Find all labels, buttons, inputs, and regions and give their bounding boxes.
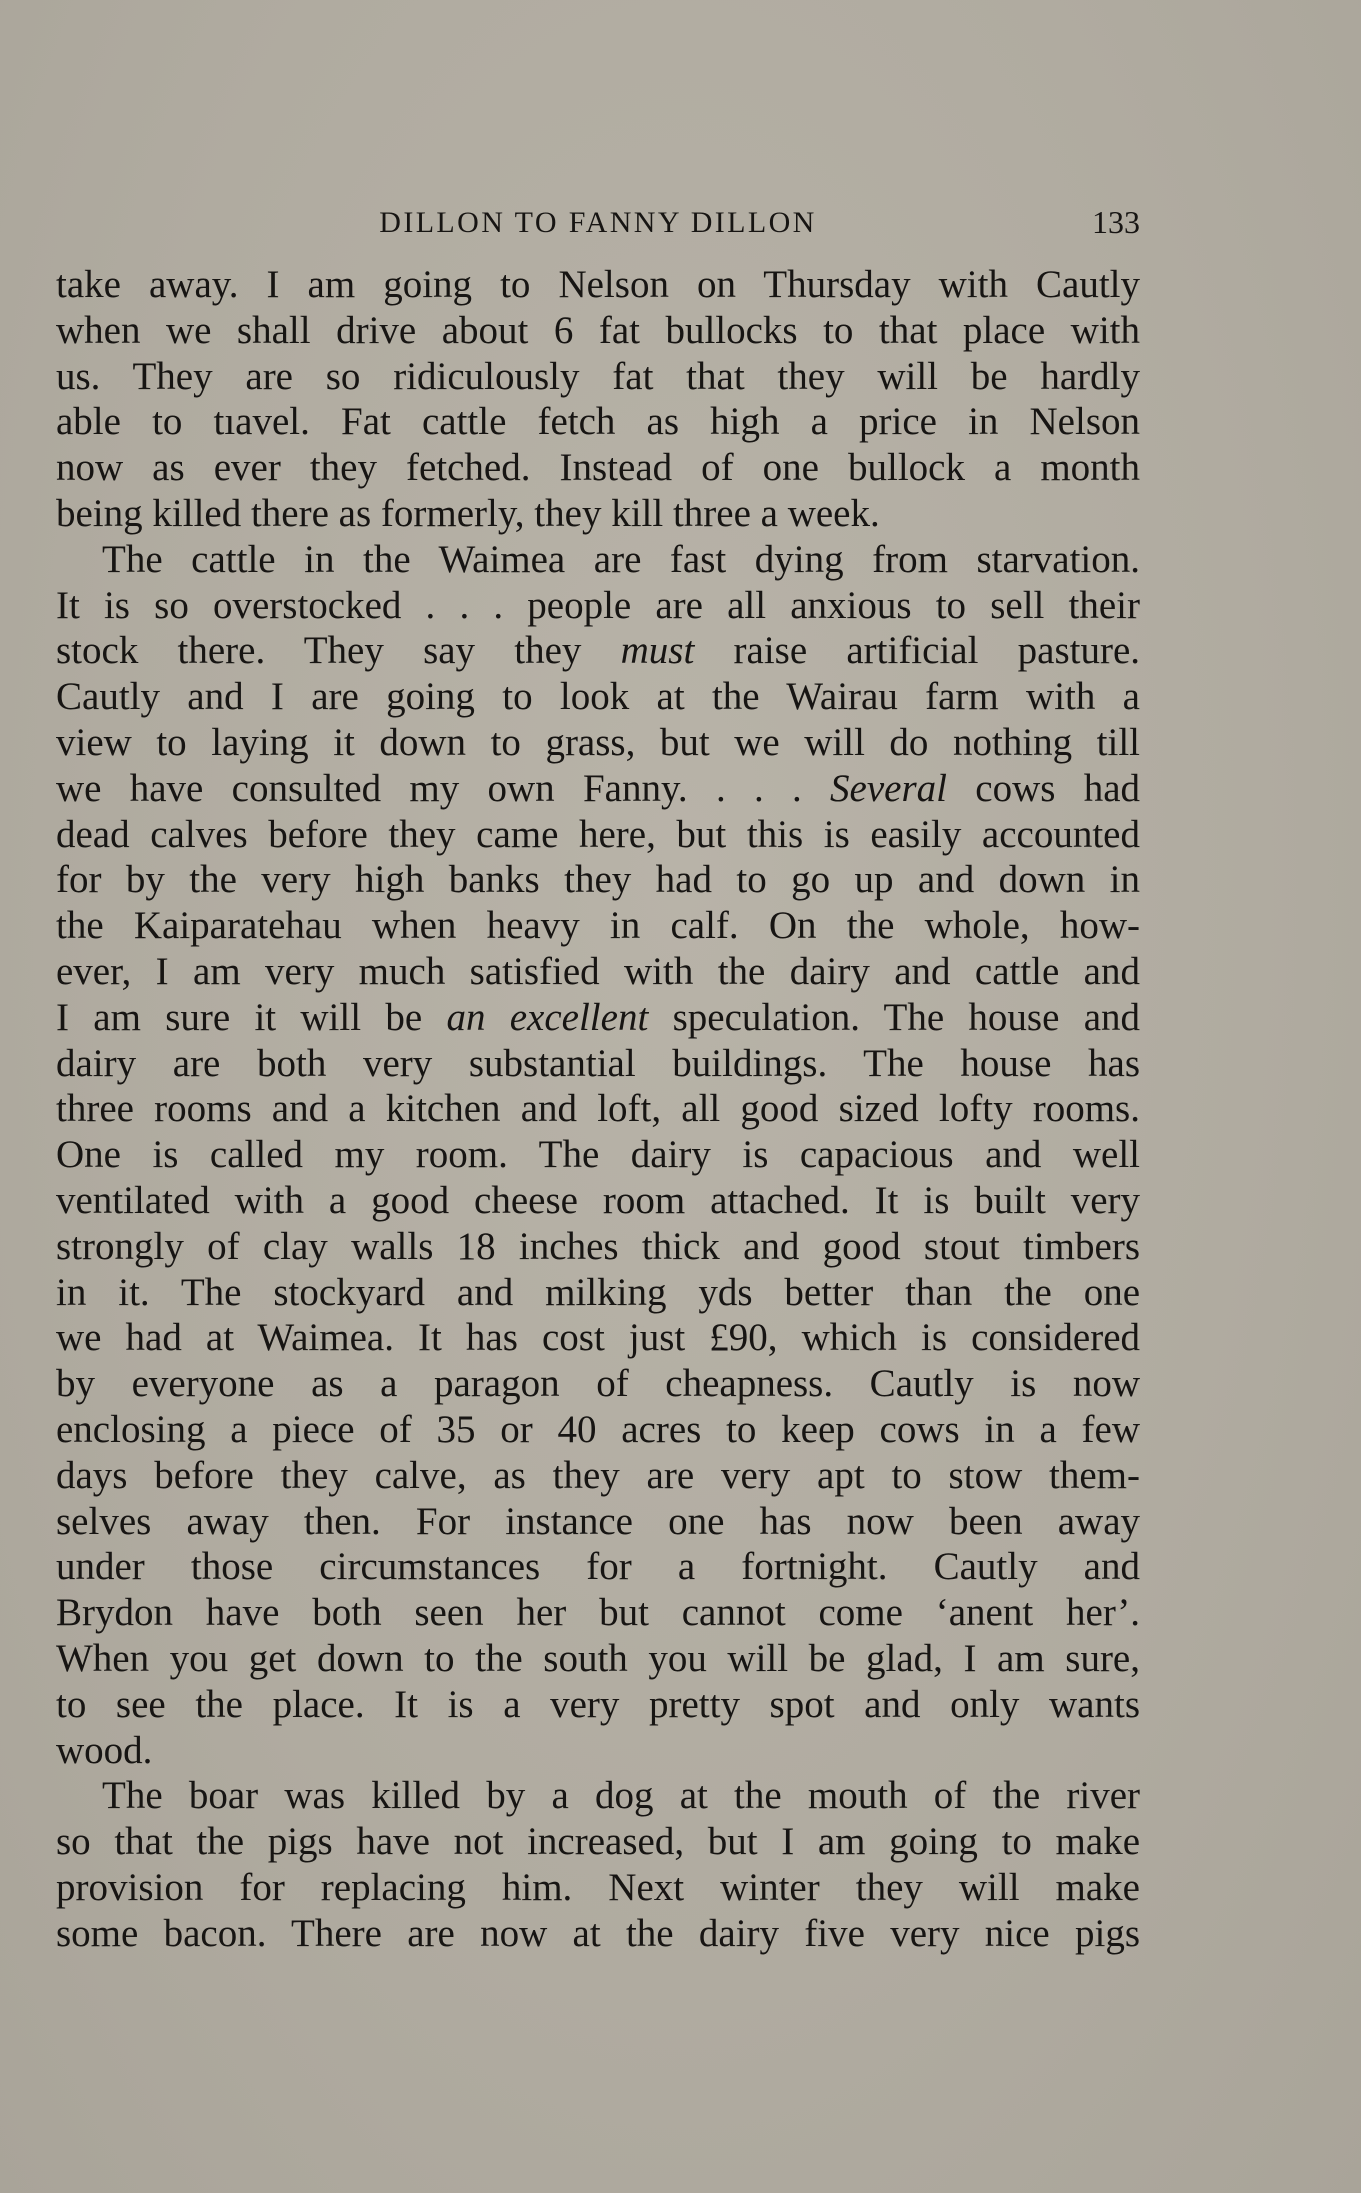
text-line: us. They are so ridiculously fat that they will be hardly xyxy=(56,354,1140,398)
text-line: view to laying it down to grass, but we will do nothing till xyxy=(56,720,1140,764)
text-line: in it. The stockyard and milking yds better than the one xyxy=(56,1270,1140,1314)
text-line: enclosing a piece of 35 or 40 acres to keep cows in a few xyxy=(56,1407,1140,1451)
text-line: dairy are both very substantial buildings. The house has xyxy=(56,1041,1140,1085)
text-line: we have consulted my own Fanny. . . . Several cows had xyxy=(56,766,1140,810)
text-line: for by the very high banks they had to go up and down in xyxy=(56,858,1140,902)
text-line: some bacon. There are now at the dairy five very nice pigs xyxy=(56,1911,1140,1955)
text-line: ventilated with a good cheese room attached. It is built very xyxy=(56,1178,1140,1222)
text-line: days before they calve, as they are very apt to stow them- xyxy=(56,1453,1140,1497)
text-line: ever, I am very much satisfied with the dairy and cattle and xyxy=(56,949,1140,993)
text-line: three rooms and a kitchen and loft, all good sized lofty rooms. xyxy=(56,1087,1140,1131)
text-line: when we shall drive about 6 fat bullocks to that place with xyxy=(56,308,1140,352)
text-line: being killed there as formerly, they kill three a week. xyxy=(56,491,880,535)
page-number: 133 xyxy=(1092,204,1140,240)
text-line: It is so overstocked . . . people are all anxious to sell their xyxy=(56,583,1140,627)
text-line: The cattle in the Waimea are fast dying from starvation. xyxy=(102,537,1140,581)
text-line: strongly of clay walls 18 inches thick and good stout timbers xyxy=(56,1224,1140,1268)
text-line: take away. I am going to Nelson on Thursday with Cautly xyxy=(56,263,1140,306)
text-line: The boar was killed by a dog at the mouth of the river xyxy=(102,1774,1140,1818)
text-line: so that the pigs have not increased, but I am going to make xyxy=(56,1820,1140,1864)
text-line: under those circumstances for a fortnight. Cautly and xyxy=(56,1545,1140,1589)
paragraph-1 xyxy=(56,262,1140,537)
text-line: we had at Waimea. It has cost just £90, which is considered xyxy=(56,1316,1140,1360)
running-head xyxy=(56,200,1140,244)
text-line: the Kaiparatehau when heavy in calf. On the whole, how- xyxy=(56,904,1140,948)
text-line: provision for replacing him. Next winter they will make xyxy=(56,1865,1140,1909)
text-line: able to tıavel. Fat cattle fetch as high a price in Nelson xyxy=(56,400,1140,444)
text-line: dead calves before they came here, but this is easily accounted xyxy=(56,812,1140,856)
text-line: Brydon have both seen her but cannot come ‘anent her’. xyxy=(56,1591,1140,1635)
text-line: I am sure it will be an excellent speculation. The house and xyxy=(56,995,1140,1039)
text-line: now as ever they fetched. Instead of one bullock a month xyxy=(56,446,1140,490)
paragraph-3 xyxy=(56,1773,1140,1956)
text-line: Cautly and I are going to look at the Wairau farm with a xyxy=(56,675,1140,719)
body-text xyxy=(56,262,1140,1956)
text-line: selves away then. For instance one has now been away xyxy=(56,1499,1140,1543)
text-line: stock there. They say they must raise artificial pasture. xyxy=(56,629,1140,673)
text-line: wood. xyxy=(56,1728,153,1772)
running-title: DILLON TO FANNY DILLON xyxy=(379,206,817,239)
text-line: by everyone as a paragon of cheapness. Cautly is now xyxy=(56,1362,1140,1406)
text-line: When you get down to the south you will be glad, I am sure, xyxy=(56,1636,1140,1680)
text-line: One is called my room. The dairy is capacious and well xyxy=(56,1133,1140,1177)
text-line: to see the place. It is a very pretty spot and only wants xyxy=(56,1682,1140,1726)
paragraph-2 xyxy=(56,537,1140,1774)
